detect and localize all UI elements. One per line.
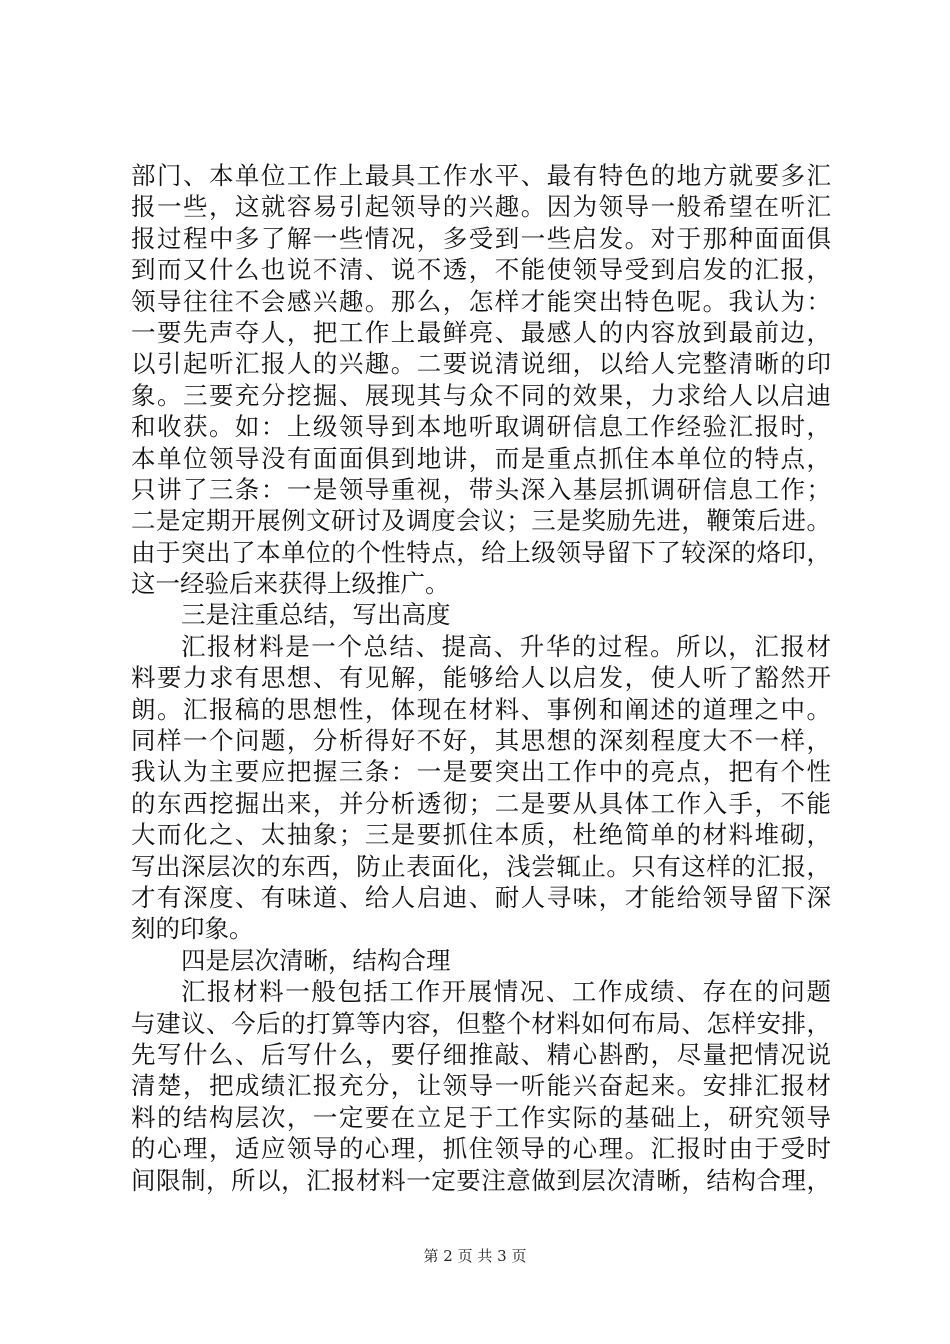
paragraph-line: 料的结构层次，一定要在立足于工作实际的基础上，研究领导 (131, 1102, 831, 1132)
section-heading: 三是注重总结，写出高度 (181, 600, 451, 630)
paragraph-line: 写出深层次的东西，防止表面化，浅尝辄止。只有这样的汇报， (131, 851, 831, 881)
paragraph-line: 部门、本单位工作上最具工作水平、最有特色的地方就要多汇 (131, 161, 831, 190)
paragraph-line: 和收获。如：上级领导到本地听取调研信息工作经验汇报时， (131, 412, 831, 442)
paragraph-line: 料要力求有思想、有见解，能够给人以启发，使人听了豁然开 (131, 663, 831, 693)
paragraph-line: 先写什么、后写什么，要仔细推敲、精心斟酌，尽量把情况说 (131, 1039, 831, 1069)
paragraph-line: 到而又什么也说不清、说不透，不能使领导受到启发的汇报， (131, 255, 831, 285)
paragraph-line: 的东西挖掘出来，并分析透彻；二是要从具体工作入手，不能 (131, 788, 831, 818)
paragraph-line: 二是定期开展例文研讨及调度会议；三是奖励先进，鞭策后进。 (131, 506, 831, 536)
paragraph-line: 大而化之、太抽象；三是要抓住本质，杜绝简单的材料堆砌， (131, 820, 831, 850)
document-body (131, 160, 831, 1196)
paragraph-line: 我认为主要应把握三条：一是要突出工作中的亮点，把有个性 (131, 757, 831, 787)
paragraph-line: 刻的印象。 (131, 914, 254, 944)
paragraph-line: 只讲了三条：一是领导重视，带头深入基层抓调研信息工作； (131, 474, 831, 504)
paragraph-line: 的心理，适应领导的心理，抓住领导的心理。汇报时由于受时 (131, 1134, 831, 1164)
paragraph-line: 领导往往不会感兴趣。那么，怎样才能突出特色呢。我认为： (131, 286, 831, 316)
page-number-footer: 第 2 页 共 3 页 (423, 1247, 527, 1265)
section-heading: 四是层次清晰，结构合理 (181, 945, 451, 975)
paragraph-line: 朗。汇报稿的思想性，体现在材料、事例和阐述的道理之中。 (131, 694, 831, 724)
paragraph-line: 间限制，所以，汇报材料一定要注意做到层次清晰，结构合理， (131, 1165, 831, 1195)
paragraph-line: 以引起听汇报人的兴趣。二要说清说细，以给人完整清晰的印 (131, 349, 831, 379)
paragraph-line: 报过程中多了解一些情况，多受到一些启发。对于那种面面俱 (131, 223, 831, 253)
paragraph-line: 同样一个问题，分析得好不好，其思想的深刻程度大不一样， (131, 726, 831, 756)
paragraph-line: 汇报材料是一个总结、提高、升华的过程。所以，汇报材 (181, 631, 831, 661)
paragraph-line: 一要先声夺人，把工作上最鲜亮、最感人的内容放到最前边， (131, 317, 831, 347)
paragraph-line: 汇报材料一般包括工作开展情况、工作成绩、存在的问题 (181, 977, 831, 1007)
paragraph-line: 象。三要充分挖掘、展现其与众不同的效果，力求给人以启迪 (131, 380, 831, 410)
paragraph-line: 报一些，这就容易引起领导的兴趣。因为领导一般希望在听汇 (131, 192, 831, 222)
paragraph-line: 本单位领导没有面面俱到地讲，而是重点抓住本单位的特点， (131, 443, 831, 473)
paragraph-line: 由于突出了本单位的个性特点，给上级领导留下了较深的烙印， (131, 537, 831, 567)
paragraph-line: 与建议、今后的打算等内容，但整个材料如何布局、怎样安排， (131, 1008, 831, 1038)
paragraph-line: 才有深度、有味道、给人启迪、耐人寻味，才能给领导留下深 (131, 882, 831, 912)
paragraph-line: 清楚，把成绩汇报充分，让领导一听能兴奋起来。安排汇报材 (131, 1071, 831, 1101)
paragraph-line: 这一经验后来获得上级推广。 (131, 569, 450, 599)
